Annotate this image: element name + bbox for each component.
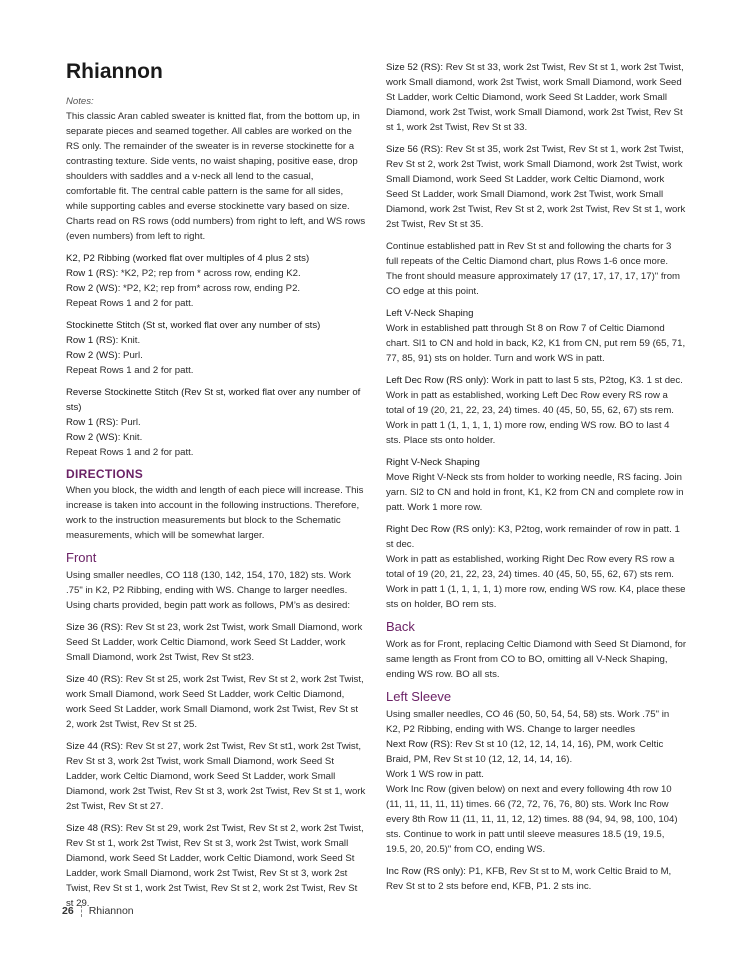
stockinette-row2 (66, 348, 366, 363)
rev-stockinette-row2-text: Knit. (120, 432, 143, 443)
size-44-label: Size 44 (RS): (66, 741, 124, 752)
front-intro: Using smaller needles, CO 118 (130, 142, 154, 170, 182) sts. Work .75" in K2, P2 Ribbing, ending with WS. Change to larger needles. Using charts provided, begin patt work as follows, PM’s as desired: (66, 570, 351, 611)
left-dec-row (386, 373, 686, 388)
right-dec-more: Work in patt as established, working Right Dec Row every RS row a total of 19 (20, 21, 22, 23, 24) times. 40 (45, 50, 55, 62, 67) sts rem. Work in patt 1 (1, 1, 1, 1, 1) more row, ending WS row. K4, place these sts on holder, BO rem sts. (386, 554, 686, 610)
inc-row-label: Inc Row (RS only): (386, 866, 466, 877)
left-column (66, 60, 366, 911)
next-row-text: Rev St st 10 (12, 12, 14, 14, 16), PM, work Celtic Braid, PM, Rev St st 10 (12, 12, 14, 14, 16). (386, 739, 664, 765)
ribbing-row2 (66, 281, 366, 296)
size-52-label: Size 52 (RS): (386, 62, 444, 73)
size-40-label: Size 40 (RS): (66, 674, 124, 685)
left-vneck-text: Work in established patt through St 8 on Row 7 of Celtic Diamond chart. Sl1 to CN and hold in back, K2, K1 from CN, put rem 59 (65, 71, 77, 85, 91) sts on holder. Turn and work WS in patt. (386, 323, 686, 364)
front-heading: Front (66, 550, 97, 565)
stockinette-row1 (66, 333, 366, 348)
left-sleeve-heading: Left Sleeve (386, 689, 452, 704)
right-dec-label: Right Dec Row (RS only): (386, 524, 496, 535)
page-title: Rhiannon (66, 60, 163, 83)
rev-stockinette-row1-label: Row 1 (RS): (66, 417, 119, 428)
ribbing-section (66, 251, 366, 311)
size-44-text: Rev St st 27, work 2st Twist, Rev St st1, work 2st Twist, Rev St st 3, work 2st Twist, work Small Diamond, work Seed St Ladder, work Celtic Diamond, work Seed St Ladder, work Small Diamond, work 2st Twist, Rev St st 3, work 2st Twist, Rev St st 1, work 2st Twist, Rev St st 27. (66, 741, 366, 812)
stockinette-heading: Stockinette Stitch (St st, worked flat over any number of sts) (66, 320, 321, 331)
directions-section (66, 467, 366, 543)
front-size-48 (66, 821, 366, 911)
left-vneck-heading: Left V-Neck Shaping (386, 308, 474, 319)
size-48-label: Size 48 (RS): (66, 823, 124, 834)
left-sleeve-inc-row (386, 864, 686, 894)
stockinette-section (66, 318, 366, 378)
front-size-40 (66, 672, 366, 732)
next-row-label: Next Row (RS): (386, 739, 453, 750)
rev-stockinette-row2-label: Row 2 (WS): (66, 432, 121, 443)
front-size-36 (66, 620, 366, 665)
rev-stockinette-repeat: Repeat Rows 1 and 2 for patt. (66, 447, 194, 458)
directions-text: When you block, the width and length of each piece will increase. This increase is taken into account in the following instructions. Therefore, work to the instruction measurements but block to the Schematic measurements, which will be somewhat larger. (66, 485, 364, 541)
back-text: Work as for Front, replacing Celtic Diamond with Seed St Diamond, for same length as Front from CO to BO, omitting all V-Neck Shaping, ending WS row. BO all sts. (386, 639, 687, 680)
running-title: Rhiannon (88, 905, 134, 917)
notes-label: Notes: (66, 96, 94, 107)
size-36-label: Size 36 (RS): (66, 622, 124, 633)
front-size-52 (386, 60, 686, 135)
ribbing-repeat: Repeat Rows 1 and 2 for patt. (66, 298, 194, 309)
right-vneck-heading: Right V-Neck Shaping (386, 457, 480, 468)
stockinette-row1-text: Knit. (118, 335, 141, 346)
page-footer (62, 905, 134, 917)
stockinette-repeat: Repeat Rows 1 and 2 for patt. (66, 365, 194, 376)
ribbing-row1-label: Row 1 (RS): (66, 268, 119, 279)
size-48-text: Rev St st 29, work 2st Twist, Rev St st 2, work 2st Twist, Rev St st 1, work 2st Twist, Rev St st 3, work 2st Twist, work Small Diamond, work Seed St Ladder, work Celtic Diamond, work Seed St Ladder, work Small Diamond, work 2st Twist, Rev St st 3, work 2st Twist, Rev St st 1, work 2st Twist, Rev St st 2, work 2st Twist, Rev St st 29. (66, 823, 364, 909)
size-56-text: Rev St st 35, work 2st Twist, Rev St st 1, work 2st Twist, Rev St st 2, work 2st Twist, work Small Diamond, work 2st Twist, work Small Diamond, work Seed St Ladder, work Celtic Diamond, work Seed St Ladder, work Small Diamond, work 2st Twist, work Small Diamond, work 2st Twist, Rev St st 2, work 2st Twist, Rev St st 1, work 2st Twist, Rev St st 35. (386, 144, 686, 230)
right-dec-row (386, 522, 686, 552)
size-40-text: Rev St st 25, work 2st Twist, Rev St st 2, work 2st Twist, work Small Diamond, work Seed St Ladder, work Celtic Diamond, work Seed St Ladder, work Small Diamond, work 2st Twist, Rev St st 2, work 2st Twist, Rev St st 25. (66, 674, 364, 730)
front-size-44 (66, 739, 366, 814)
rev-stockinette-section (66, 385, 366, 460)
size-56-label: Size 56 (RS): (386, 144, 444, 155)
left-sleeve-section (386, 689, 686, 894)
left-sleeve-ws: Work 1 WS row in patt. (386, 769, 484, 780)
right-vneck-text: Move Right V-Neck sts from holder to working needle, RS facing. Join yarn. Sl2 to CN and hold in front, K1, K2 from CN and complete row in patt. Work 1 more row. (386, 472, 684, 513)
right-column (386, 60, 686, 894)
stockinette-row2-text: Purl. (120, 350, 143, 361)
front-size-56 (386, 142, 686, 232)
page-number: 26 (62, 905, 74, 917)
right-dec-section (386, 522, 686, 612)
directions-heading: DIRECTIONS (66, 467, 144, 481)
size-52-text: Rev St st 33, work 2st Twist, Rev St st 1, work 2st Twist, work Small diamond, work 2st Twist, work Small Diamond, work Seed St Ladder, work Celtic Diamond, work Seed St Ladder, work Small Diamond, work 2st Twist, work Small Diamond, work 2st Twist, Rev St st 1, work 2st Twist, Rev St st 33. (386, 62, 684, 133)
size-36-text: Rev St st 23, work 2st Twist, work Small Diamond, work Seed St Ladder, work Celtic Diamond, work Seed St Ladder, work Small Diamond, work 2st Twist, Rev St st23. (66, 622, 363, 663)
rev-stockinette-row2 (66, 430, 366, 445)
right-dec-text: K3, P2tog, work remainder of row in patt. 1 st dec. (386, 524, 680, 550)
left-dec-more: Work in patt as established, working Left Dec Row every RS row a total of 19 (20, 21, 22, 23, 24) times. 40 (45, 50, 55, 62, 67) sts rem. Work in patt 1 (1, 1, 1, 1, 1) more row, ending WS row. BO to last 4 sts. Place sts onto holder. (386, 390, 674, 446)
left-dec-section (386, 373, 686, 448)
stockinette-row1-label: Row 1 (RS): (66, 335, 119, 346)
notes-text: This classic Aran cabled sweater is knitted flat, from the bottom up, in separate pieces and seamed together. All cables are worked on the RS only. The remainder of the sweater is in reverse stockinette for a contrasting texture. Side vents, no waist shaping, positive ease, drop shoulders with saddles and a v-neck all lend to the casual, comfortable fit. The central cable pattern is the same for all sides, while supporting cables and everse stockinette vary based on size. Charts read on RS rows (odd numbers) from right to left, and WS rows (even numbers) from left to right. (66, 111, 366, 242)
inc-row-text: P1, KFB, Rev St st to M, work Celtic Braid to M, Rev St st to 2 sts before end, KFB, P1. 2 sts inc. (386, 866, 672, 892)
footer-divider (81, 905, 82, 917)
left-vneck-section (386, 306, 686, 366)
front-section (66, 550, 366, 911)
rev-stockinette-heading: Reverse Stockinette Stitch (Rev St st, worked flat over any number of sts) (66, 387, 361, 413)
left-dec-text: Work in patt to last 5 sts, P2tog, K3. 1 st dec. (488, 375, 683, 386)
left-sleeve-inc: Work Inc Row (given below) on next and every following 4th row 10 (11, 11, 11, 11, 11) times. 66 (72, 72, 76, 76, 80) sts. Work Inc Row every 8th Row 11 (11, 11, 11, 12, 12) times. 88 (94, 94, 98, 100, 104) sts. Continue to work in patt until sleeve measures 18.5 (19, 19.5, 19.5, 20, 20.5)" from CO, ending WS. (386, 784, 678, 855)
back-heading: Back (386, 619, 415, 634)
ribbing-row1-text: *K2, P2; rep from * across row, ending K2. (118, 268, 301, 279)
left-dec-label: Left Dec Row (RS only): (386, 375, 489, 386)
front-continue: Continue established patt in Rev St st and following the charts for 3 full repeats of the Celtic Diamond chart, plus Rows 1-6 once more. The front should measure approximately 17 (17, 17, 17, 17, 17)" from CO edge at this point. (386, 241, 681, 297)
ribbing-row2-text: *P2, K2; rep from* across row, ending P2. (120, 283, 301, 294)
right-vneck-section (386, 455, 686, 515)
ribbing-row2-label: Row 2 (WS): (66, 283, 121, 294)
rev-stockinette-row1-text: Purl. (118, 417, 141, 428)
rev-stockinette-row1 (66, 415, 366, 430)
ribbing-heading: K2, P2 Ribbing (worked flat over multiples of 4 plus 2 sts) (66, 253, 310, 264)
back-section (386, 619, 686, 682)
stockinette-row2-label: Row 2 (WS): (66, 350, 121, 361)
ribbing-row1 (66, 266, 366, 281)
notes-section (66, 94, 366, 244)
left-sleeve-next-row (386, 737, 686, 767)
left-sleeve-intro: Using smaller needles, CO 46 (50, 50, 54, 54, 58) sts. Work .75" in K2, P2 Ribbing, ending with WS. Change to larger needles (386, 709, 670, 735)
